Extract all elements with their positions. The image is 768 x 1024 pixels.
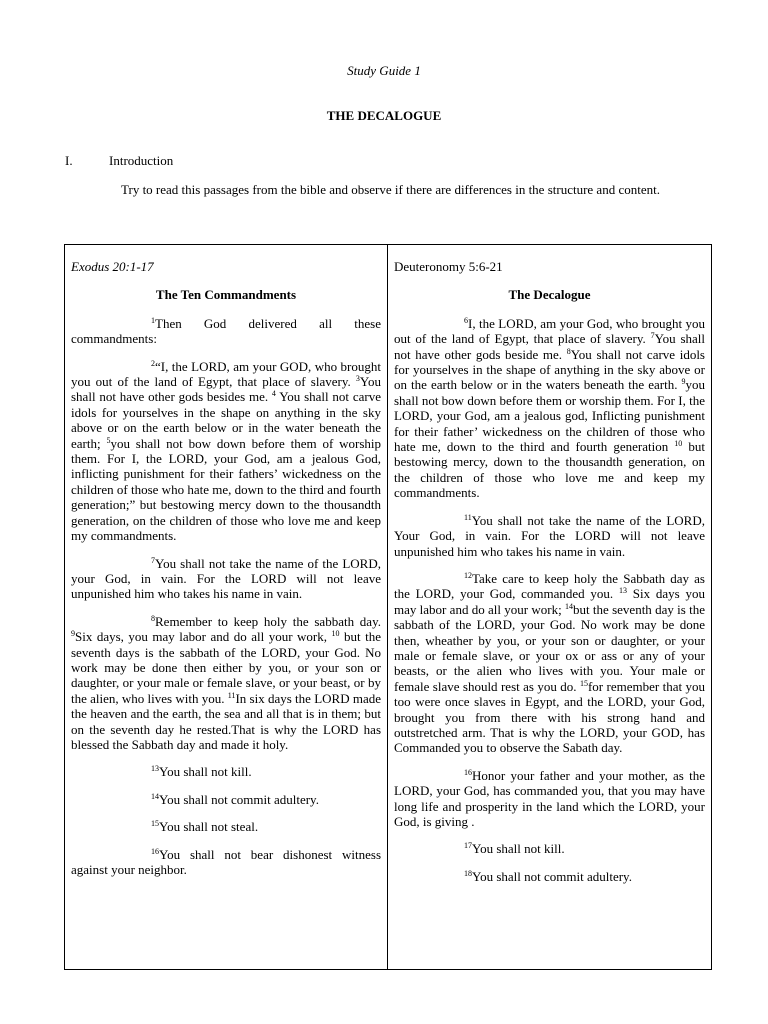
verse-paragraph [71, 847, 381, 878]
verse-number: 13 [618, 586, 627, 596]
verse-text: You shall not commit adultery. [159, 791, 319, 807]
verse-text: Honor your father and your mother, as the LORD, your God, has commanded you, that you may have long life and prosperity in the land which the LORD, your God, is giving . [394, 767, 705, 829]
deuteronomy-column [388, 245, 711, 969]
verse-number: 9 [71, 629, 75, 639]
verse-text: Six days, you may labor and do all your work, [75, 629, 332, 645]
verse-text: You shall not have other gods beside me. [394, 331, 706, 362]
verse-paragraph [394, 513, 705, 559]
verse-text: You shall not have other gods besides me. [71, 374, 381, 405]
verse-text: You shall not kill. [472, 841, 565, 857]
verse-paragraph [394, 869, 705, 884]
verse-text: Then God delivered all these commandments: [71, 315, 381, 347]
verse-number: 10 [331, 629, 340, 639]
verse-text: You shall not carve idols for yourselves in the shape of anything in the sky above or on the earth below or in the waters beneath the earth. [394, 346, 705, 393]
verse-paragraph [394, 571, 705, 756]
verse-number: 11 [464, 512, 472, 522]
verse-number: 2 [151, 358, 155, 368]
exodus-heading: The Ten Commandments [155, 287, 297, 303]
verse-number: 14 [151, 791, 159, 801]
verse-number: 9 [681, 377, 686, 387]
verse-number: 8 [566, 346, 571, 356]
verse-number: 15 [579, 678, 588, 688]
verse-text: “I, the LORD, am your GOD, who brought you out of the land of Egypt, that place of slavery. [71, 358, 381, 390]
intro-paragraph: Try to read this passages from the bible and observe if there are differences in the structure and content. [121, 182, 660, 197]
verse-number: 18 [464, 868, 472, 878]
verse-paragraph [71, 556, 381, 602]
verse-paragraph [394, 841, 705, 856]
verse-text: You shall not take the name of the LORD, Your God, in vain. For the LORD will not leave unpunished him who takes his name in vain. [394, 512, 705, 559]
verse-text: In six days the LORD made the heaven and the earth, the sea and all that is in them; but on the seventh day he rested.That is why the LORD has blessed the Sabbath day and made it holy. [71, 690, 381, 752]
section-label: Introduction [109, 153, 174, 168]
verse-text: for remember that you too were once slaves in Egypt, and the LORD, your God, brought you from there with his strong hand and outstretched arm. That is why the LORD, your GOD, has Commanded you to observe the Sabath day. [394, 678, 705, 756]
verse-text: but bestowing mercy, down to the thousandth generation, on the children of those who love me and keep my commandments. [394, 439, 705, 501]
verse-text: but the seventh days is the sabbath of the LORD, your God. No work may be done then either by you, or your son or daughter, or your male or female slave, or your beast, or by the alien, who lives with you. [71, 629, 381, 706]
verse-number: 16 [151, 846, 159, 856]
verse-text: You shall not bear dishonest witness against your neighbor. [71, 846, 381, 877]
verse-text: You shall not steal. [159, 819, 259, 835]
verse-text: Take care to keep holy the Sabbath day as the LORD, your God, commanded you. [394, 570, 705, 602]
verse-number: 14 [565, 601, 574, 611]
verse-number: 1 [151, 315, 155, 325]
exodus-column [65, 245, 388, 969]
verse-number: 6 [464, 315, 468, 325]
verse-number: 7 [151, 555, 155, 565]
verse-text: I, the LORD, am your God, who brought you out of the land of Egypt, that place of slavery. [394, 315, 705, 347]
verse-paragraph [394, 316, 705, 501]
deuteronomy-verses [394, 316, 705, 884]
verse-paragraph [71, 359, 381, 544]
verse-number: 3 [355, 374, 360, 384]
verse-text: but the seventh day is the sabbath of the LORD, your God. No work may be done then, wheather by you, or your son or daughter, or your male or female slave, or your ox or ass or any of your beasts, or the alien who lives with you. Your male or female slave should rest as you do. [394, 601, 705, 694]
verse-text: you shall not bow down before them or worship them. For I, the LORD, your God, am a jealous god, Inflicting punishment for their father’ wickedness on the children of those who hate me, down to the third and fourth generation [394, 377, 705, 455]
verse-text: You shall not carve idols for yourselves in the shape on anything in the sky above or on the earth below or in the water beneath the earth; [71, 389, 381, 451]
verse-number: 13 [151, 764, 159, 774]
verse-paragraph [71, 819, 381, 834]
study-guide-header: Study Guide 1 [347, 63, 421, 78]
verse-text: You shall not take the name of the LORD, your God, in vain. For the LORD will not leave unpunished him who takes his name in vain. [71, 555, 381, 602]
exodus-verses [71, 316, 381, 878]
verse-number: 15 [151, 819, 159, 829]
verse-number: 16 [464, 767, 472, 777]
section-number: I. [65, 153, 73, 168]
verse-paragraph [71, 792, 381, 807]
verse-paragraph [71, 614, 381, 753]
comparison-table [64, 244, 712, 970]
verse-number: 10 [674, 439, 683, 449]
verse-text: You shall not commit adultery. [472, 868, 632, 884]
verse-number: 8 [151, 613, 155, 623]
verse-text: You shall not kill. [159, 764, 252, 780]
verse-paragraph [71, 316, 381, 347]
page-title: THE DECALOGUE [326, 108, 442, 123]
verse-number: 12 [464, 570, 472, 580]
verse-paragraph [394, 768, 705, 830]
verse-number: 7 [650, 331, 655, 341]
verse-number: 11 [227, 690, 236, 700]
verse-text: you shall not bow down before them of worship them. For I, the LORD, your God, am a jealous God, inflicting punishment for their fathers’ wickedness on the children of those who hate me, down to the third and fourth generation;” but bestowing mercy down to the thousandth generation, on the children of those who love me and keep my commandments. [71, 435, 381, 544]
verse-number: 5 [106, 435, 111, 445]
exodus-reference: Exodus 20:1-17 [71, 259, 154, 274]
verse-paragraph [71, 764, 381, 779]
deuteronomy-heading: The Decalogue [508, 287, 591, 303]
section-heading [65, 153, 173, 169]
verse-text: Six days you may labor and do all your work; [394, 586, 706, 617]
deuteronomy-reference: Deuteronomy 5:6-21 [394, 259, 503, 274]
verse-text: Remember to keep holy the sabbath day. [155, 613, 381, 629]
verse-number: 4 [271, 389, 276, 399]
verse-number: 17 [464, 841, 472, 851]
